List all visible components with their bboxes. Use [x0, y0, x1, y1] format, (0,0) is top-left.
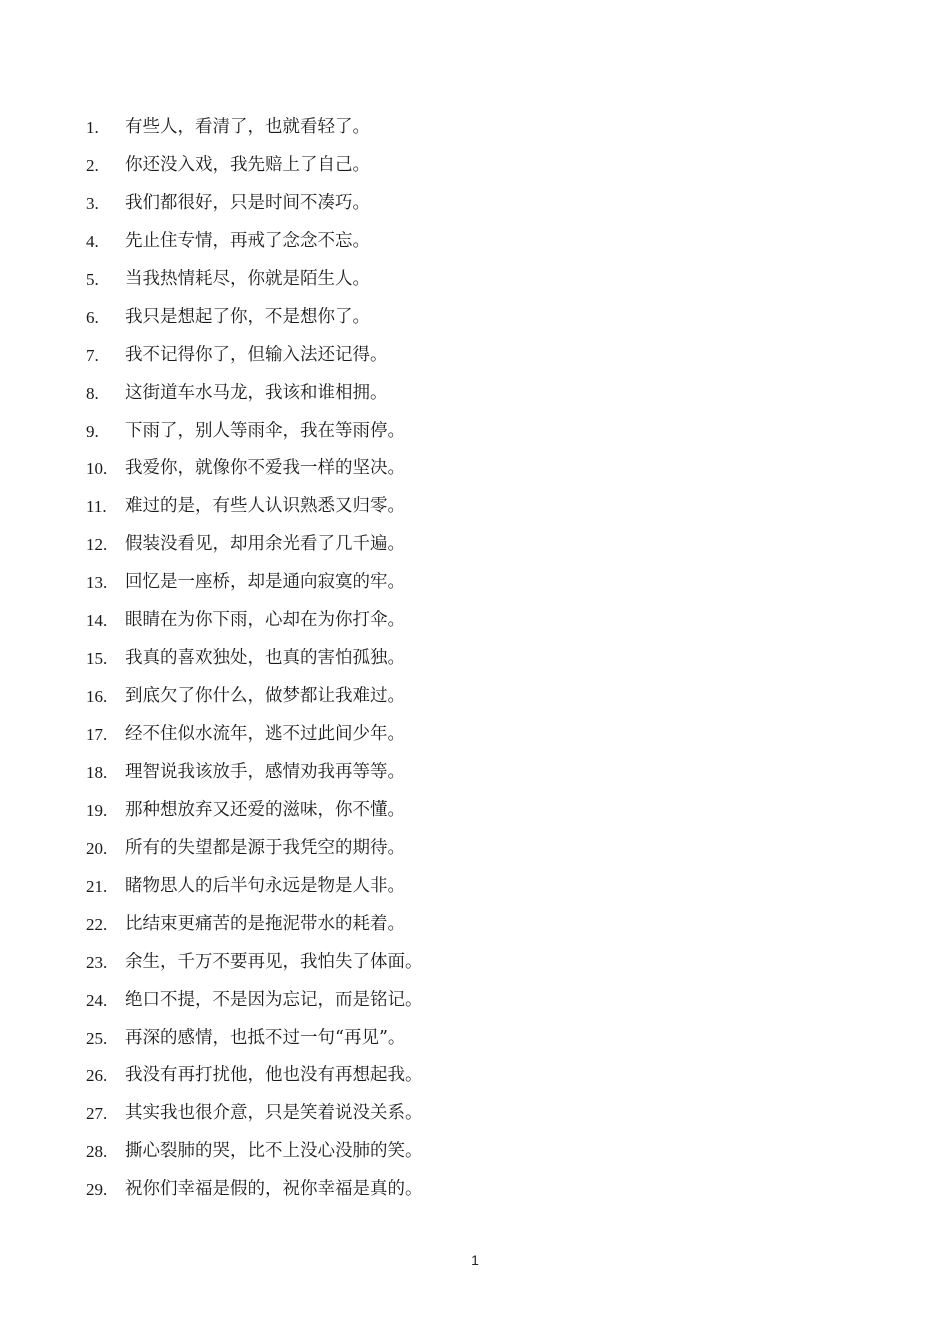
list-item: [0, 1095, 950, 1133]
list-item-text: 那种想放弃又还爱的滋味，你不懂。: [125, 799, 405, 820]
list-item-number: 13.: [86, 573, 108, 593]
list-item-text: 睹物思人的后半句永远是物是人非。: [125, 875, 405, 896]
list-item-text: 撕心裂肺的哭，比不上没心没肺的笑。: [125, 1141, 423, 1162]
list-item-text: 绝口不提，不是因为忘记，而是铭记。: [125, 989, 423, 1010]
list-item: [0, 792, 950, 830]
list-item-text: 难过的是，有些人认识熟悉又归零。: [125, 496, 405, 517]
list-item: [0, 109, 950, 147]
list-item: [0, 868, 950, 906]
list-item: [0, 982, 950, 1020]
list-item: [0, 830, 950, 868]
list-item-text: 理智说我该放手，感情劝我再等等。: [125, 761, 405, 782]
list-item-number: 22.: [86, 914, 108, 934]
list-item-number: 9.: [86, 421, 99, 441]
list-item-text: 我没有再打扰他，他也没有再想起我。: [125, 1065, 423, 1086]
list-item-text: 所有的失望都是源于我凭空的期待。: [125, 837, 405, 858]
list-item-number: 21.: [86, 876, 108, 896]
list-item-text: 有些人，看清了，也就看轻了。: [125, 117, 370, 137]
list-item-number: 15.: [86, 649, 108, 669]
list-item-number: 20.: [86, 838, 108, 858]
list-item-text: 我只是想起了你，不是想你了。: [125, 306, 370, 327]
list-item-number: 7.: [86, 345, 99, 365]
list-item: [0, 678, 950, 716]
list-item-number: 18.: [86, 762, 108, 782]
list-item-text: 先止住专情，再戒了念念不忘。: [125, 230, 370, 251]
list-item-text: 到底欠了你什么，做梦都让我难过。: [125, 686, 405, 707]
list-item-number: 17.: [86, 725, 108, 744]
list-item: [0, 1133, 950, 1171]
list-item: [0, 488, 950, 526]
list-item-text: 假装没看见，却用余光看了几千遍。: [125, 534, 405, 555]
page-number: 1: [471, 1252, 479, 1268]
list-item: [0, 261, 950, 299]
list-item: [0, 1171, 950, 1209]
list-item-text: 我爱你，就像你不爱我一样的坚决。: [125, 458, 405, 479]
list-item: [0, 299, 950, 337]
list-item-number: 24.: [86, 990, 108, 1010]
list-item: [0, 337, 950, 375]
list-item-number: 3.: [86, 193, 99, 213]
list-item-text: 余生，千万不要再见，我怕失了体面。: [125, 951, 423, 972]
list-item: [0, 906, 950, 944]
list-item-text: 我不记得你了，但输入法还记得。: [125, 344, 388, 365]
list-item-number: 19.: [86, 800, 108, 820]
list-item-text: 比结束更痛苦的是拖泥带水的耗着。: [125, 913, 405, 934]
list-item: [0, 640, 950, 678]
list-item-text: 再深的感情，也抵不过一句“再见”。: [125, 1027, 406, 1048]
list-item-text: 这街道车水马龙，我该和谁相拥。: [125, 382, 388, 403]
list-item: [0, 716, 950, 754]
list-item: [0, 944, 950, 982]
list-item-number: 11.: [86, 497, 107, 517]
list-item: [0, 754, 950, 792]
list-item-number: 12.: [86, 535, 108, 555]
list-item-number: 1.: [86, 118, 99, 137]
list-item-number: 23.: [86, 952, 108, 972]
list-item-number: 25.: [86, 1028, 108, 1048]
list-item-number: 16.: [86, 687, 108, 707]
list-item: [0, 375, 950, 413]
list-item: [0, 1020, 950, 1058]
list-item-text: 你还没入戏，我先赔上了自己。: [125, 154, 370, 175]
list-item-text: 眼睛在为你下雨，心却在为你打伞。: [125, 610, 405, 631]
numbered-list: [0, 109, 950, 1209]
list-item: [0, 185, 950, 223]
list-item-number: 29.: [86, 1180, 108, 1200]
list-item-text: 回忆是一座桥，却是通向寂寞的牢。: [125, 572, 405, 593]
list-item: [0, 147, 950, 185]
list-item-text: 经不住似水流年，逃不过此间少年。: [125, 724, 405, 744]
list-item-number: 4.: [86, 231, 99, 251]
list-item-text: 当我热情耗尽，你就是陌生人。: [125, 268, 370, 289]
list-item-text: 我们都很好，只是时间不凑巧。: [125, 192, 370, 213]
list-item-number: 2.: [86, 155, 99, 175]
list-item: [0, 602, 950, 640]
list-item: [0, 1057, 950, 1095]
list-item-number: 10.: [86, 459, 108, 479]
list-item-number: 5.: [86, 269, 99, 289]
list-item-text: 其实我也很介意，只是笑着说没关系。: [125, 1103, 423, 1124]
list-item-number: 28.: [86, 1142, 108, 1162]
list-item-number: 8.: [86, 383, 99, 403]
list-item: [0, 413, 950, 451]
list-item-number: 27.: [86, 1104, 108, 1124]
list-item-number: 14.: [86, 611, 108, 631]
list-item-text: 我真的喜欢独处，也真的害怕孤独。: [125, 648, 405, 669]
list-item-text: 下雨了，别人等雨伞，我在等雨停。: [125, 420, 405, 441]
list-item-text: 祝你们幸福是假的，祝你幸福是真的。: [125, 1179, 423, 1200]
list-item-number: 26.: [86, 1066, 108, 1086]
list-item: [0, 564, 950, 602]
list-item: [0, 526, 950, 564]
list-item-number: 6.: [86, 307, 99, 327]
list-item: [0, 450, 950, 488]
list-item: [0, 223, 950, 261]
